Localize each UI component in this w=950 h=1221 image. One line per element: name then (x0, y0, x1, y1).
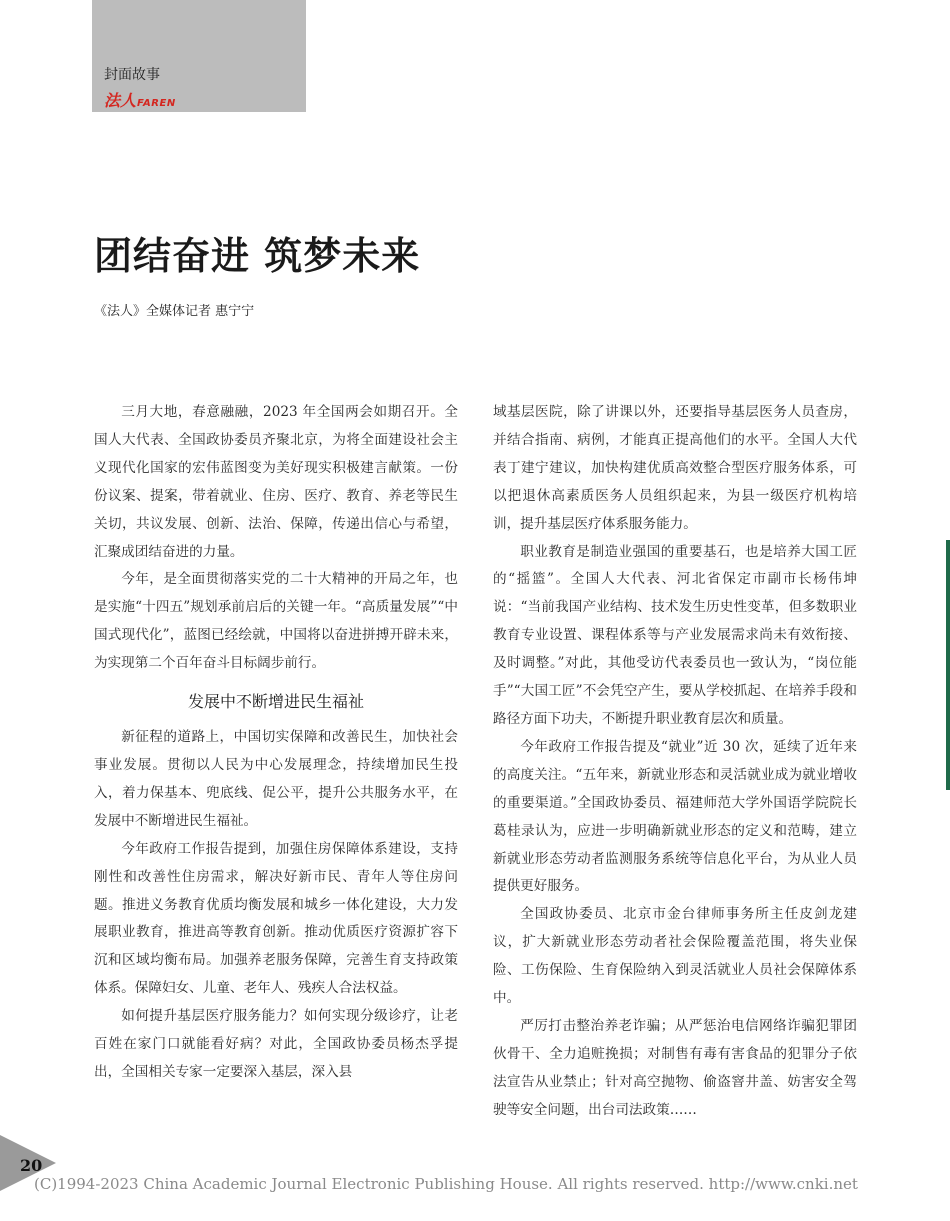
paragraph: 新征程的道路上，中国切实保障和改善民生，加快社会事业发展。贯彻以人民为中心发展理念，持续增加民生投入，着力保基本、兜底线、促公平，提升公共服务水平，在发展中不断增进民生福祉。 (94, 729, 458, 829)
magazine-logo (104, 88, 176, 111)
copyright-notice: (C)1994-2023 China Academic Journal Electronic Publishing House. All rights reserved. http://www.cnki.net (34, 1175, 858, 1193)
paragraph: 全国政协委员、北京市金台律师事务所主任皮剑龙建议，扩大新就业形态劳动者社会保险覆盖范围，将失业保险、工伤保险、生育保险纳入到灵活就业人员社会保障体系中。 (493, 906, 857, 1007)
right-column (493, 399, 857, 1125)
left-column (94, 399, 458, 1087)
paragraph: 今年，是全面贯彻落实党的二十大精神的开局之年，也是实施“十四五”规划承前启后的关键一年。“高质量发展”“中国式现代化”，蓝图已经绘就，中国将以奋进拼搏开辟未来，为实现第二个百年奋斗目标阔步前行。 (94, 571, 458, 672)
paragraph: 今年政府工作报告提及“就业”近 30 次，延续了近年来的高度关注。“五年来，新就业形态和灵活就业成为就业增收的重要渠道。”全国政协委员、福建师范大学外国语学院院长葛桂录认为，应进一步明确新就业形态的定义和范畴，建立新就业形态劳动者监测服务系统等信息化平台，为从业人员提供更好服务。 (493, 738, 857, 895)
article-title: 团结奋进 筑梦未来 (94, 234, 421, 278)
page-edge-bar (946, 540, 950, 790)
paragraph: 今年政府工作报告提到，加强住房保障体系建设，支持刚性和改善性住房需求，解决好新市民、青年人等住房问题。推进义务教育优质均衡发展和城乡一体化建设，大力发展职业教育，推进高等教育创新。推动优质医疗资源扩容下沉和区域均衡布局。加强养老服务保障，完善生育支持政策体系。保障妇女、儿童、老年人、残疾人合法权益。 (94, 840, 458, 997)
paragraph: 职业教育是制造业强国的重要基石，也是培养大国工匠的“摇篮”。全国人大代表、河北省保定市副市长杨伟坤说：“当前我国产业结构、技术发生历史性变革，但多数职业教育专业设置、课程体系等与产业发展需求尚未有效衔接、及时调整。”对此，其他受访代表委员也一致认为，“岗位能手”“大国工匠”不会凭空产生，要从学校抓起、在培养手段和路径方面下功夫，不断提升职业教育层次和质量。 (493, 543, 857, 727)
paragraph: 如何提升基层医疗服务能力？如何实现分级诊疗，让老百姓在家门口就能看好病？对此，全国政协委员杨杰孚提出，全国相关专家一定要深入基层，深入县 (94, 1008, 458, 1080)
section-label: 封面故事 (104, 67, 160, 83)
section-subheading: 发展中不断增进民生福祉 (187, 692, 364, 712)
logo-en: FAREN (137, 98, 176, 109)
paragraph: 严厉打击整治养老诈骗；从严惩治电信网络诈骗犯罪团伙骨干、全力追赃挽损；对制售有毒有害食品的犯罪分子依法宣告从业禁止；针对高空抛物、偷盗窨井盖、妨害安全驾驶等安全问题，出台司法政策…… (493, 1017, 857, 1118)
page-number: 20 (20, 1156, 43, 1175)
paragraph: 三月大地，春意融融，2023 年全国两会如期召开。全国人大代表、全国政协委员齐聚北京，为将全面建设社会主义现代化国家的宏伟蓝图变为美好现实积极建言献策。一份份议案、提案，带着就业、住房、医疗、教育、养老等民生关切，共议发展、创新、法治、保障，传递出信心与希望，汇聚成团结奋进的力量。 (94, 404, 458, 560)
logo-cn: 法人 (104, 91, 137, 110)
article-byline: 《法人》全媒体记者 惠宁宁 (94, 304, 255, 319)
paragraph-continuation: 域基层医院，除了讲课以外，还要指导基层医务人员查房，并结合指南、病例，才能真正提高他们的水平。全国人大代表丁建宁建议，加快构建优质高效整合型医疗服务体系，可以把退休高素质医务人员组织起来，为县一级医疗机构培训，提升基层医疗体系服务能力。 (493, 404, 857, 532)
